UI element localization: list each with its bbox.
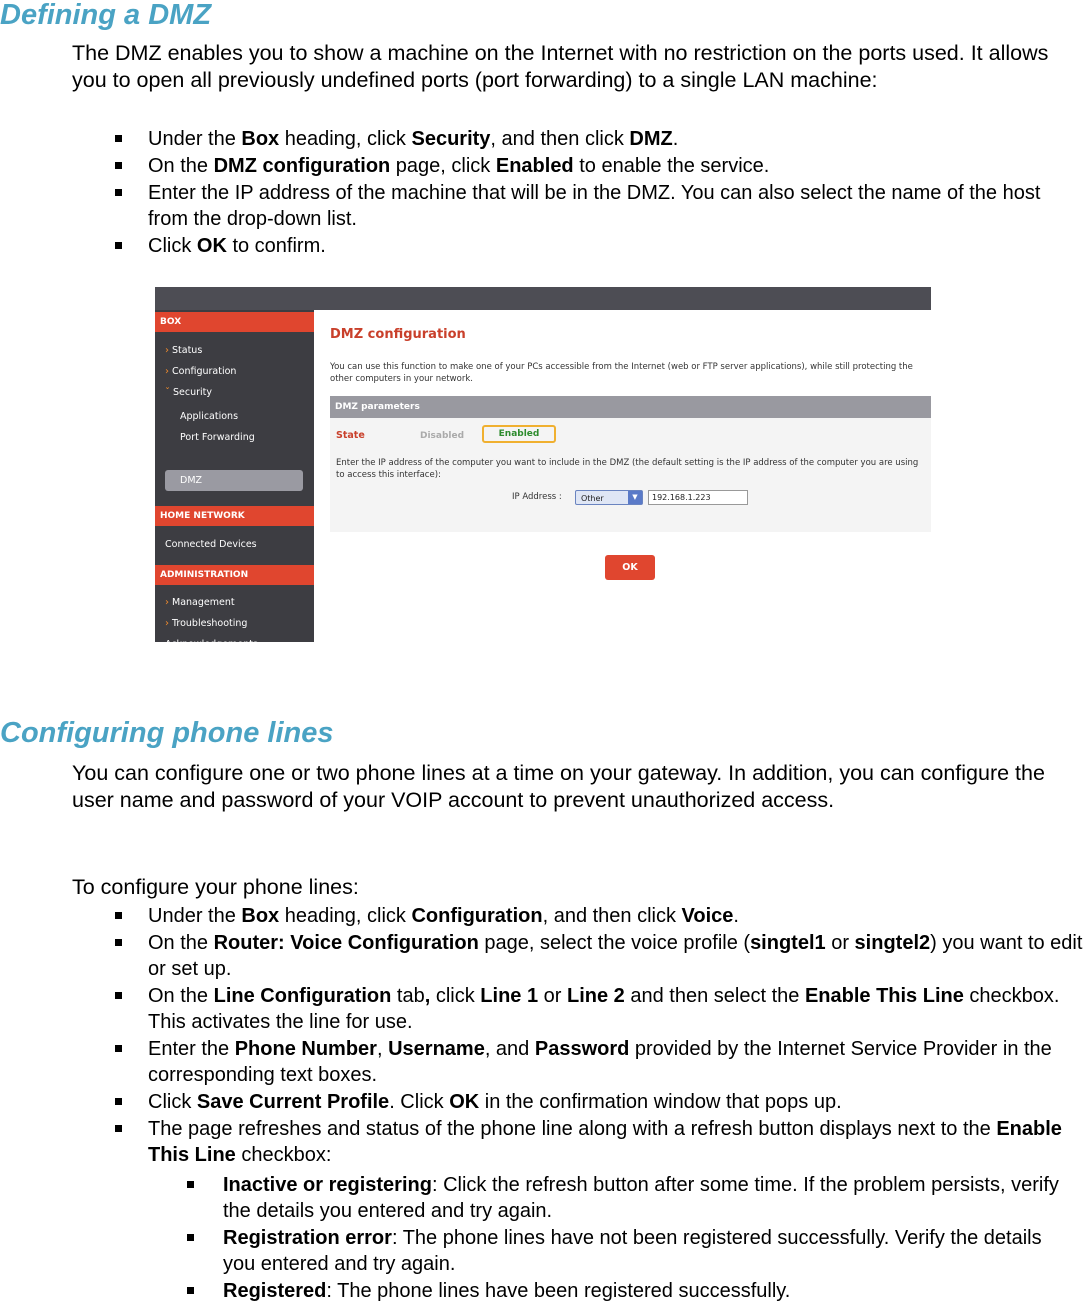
- disabled-option[interactable]: Disabled: [420, 431, 465, 441]
- dmz-screenshot: [155, 287, 931, 650]
- phone-lead: To configure your phone lines:: [72, 875, 359, 899]
- phone-steps: [148, 903, 1085, 1169]
- panel-header: DMZ parameters: [330, 396, 931, 418]
- list-item: Click Save Current Profile. Click OK in the confirmation window that pops up.: [148, 1089, 1085, 1115]
- sidebar-item-applications[interactable]: Applications: [180, 411, 239, 422]
- sidebar-item-troubleshooting[interactable]: › Troubleshooting: [165, 618, 248, 629]
- chevron-right-icon: ›: [165, 597, 169, 608]
- sidebar-item-status[interactable]: › Status: [165, 345, 203, 356]
- list-item: On the DMZ configuration page, click Enabled to enable the service.: [148, 153, 1085, 179]
- phone-heading: Configuring phone lines: [0, 717, 334, 749]
- ok-button[interactable]: OK: [605, 555, 655, 580]
- list-item: Enter the Phone Number, Username, and Password provided by the Internet Service Provider in the corresponding text boxes.: [148, 1036, 1085, 1088]
- list-item: Registered: The phone lines have been registered successfully.: [223, 1278, 1073, 1304]
- list-item: Under the Box heading, click Configuration, and then click Voice.: [148, 903, 1085, 929]
- host-select[interactable]: Other ▼: [575, 490, 643, 505]
- ip-address-label: IP Address :: [512, 492, 562, 502]
- sidebar-item-dmz[interactable]: DMZ: [165, 470, 303, 491]
- sidebar-header-home-network: HOME NETWORK: [155, 506, 314, 526]
- state-label: State: [336, 430, 365, 441]
- list-item: On the Line Configuration tab, click Line 1 or Line 2 and then select the Enable This Line checkbox. This activates the line for use.: [148, 983, 1085, 1035]
- router-top-bar: [155, 287, 931, 310]
- list-item: Under the Box heading, click Security, and then click DMZ.: [148, 126, 1085, 152]
- chevron-right-icon: ›: [165, 366, 169, 377]
- sidebar-header-box: BOX: [155, 312, 314, 332]
- list-item: The page refreshes and status of the phone line along with a refresh button displays next to the Enable This Line checkbox:: [148, 1116, 1085, 1168]
- phone-intro: You can configure one or two phone lines at a time on your gateway. In addition, you can configure the user name and password of your VOIP account to prevent unauthorized access.: [72, 761, 1045, 812]
- dmz-heading: Defining a DMZ: [0, 0, 212, 31]
- chevron-right-icon: ›: [165, 618, 169, 629]
- chevron-down-icon: ˇ: [165, 387, 170, 398]
- sidebar-item-configuration[interactable]: › Configuration: [165, 366, 237, 377]
- sidebar-item-port-forwarding[interactable]: Port Forwarding: [180, 432, 255, 443]
- list-item: On the Router: Voice Configuration page, select the voice profile (singtel1 or singtel2) you want to edit or set up.: [148, 930, 1085, 982]
- dmz-intro: The DMZ enables you to show a machine on the Internet with no restriction on the ports used. It allows you to open all previously undefined ports (port forwarding) to a single LAN machine:: [72, 41, 1049, 92]
- page-title: DMZ configuration: [330, 327, 466, 342]
- enabled-option[interactable]: Enabled: [482, 425, 556, 443]
- ip-instruction: Enter the IP address of the computer you want to include in the DMZ (the default setting is the IP address of the computer you are using to access this interface):: [336, 458, 919, 480]
- sidebar-header-administration: ADMINISTRATION: [155, 565, 314, 585]
- sidebar-item-acknowledgements[interactable]: Acknowledgements: [165, 639, 258, 650]
- chevron-down-icon: ▼: [628, 491, 642, 504]
- status-list: [223, 1172, 1073, 1305]
- list-item: Inactive or registering: Click the refresh button after some time. If the problem persists, verify the details you entered and try again.: [223, 1172, 1073, 1224]
- sidebar-item-security[interactable]: ˇ Security: [165, 387, 213, 398]
- dmz-parameters-panel: [330, 396, 931, 532]
- sidebar-item-management[interactable]: › Management: [165, 597, 235, 608]
- list-item: Click OK to confirm.: [148, 233, 1085, 259]
- chevron-right-icon: ›: [165, 345, 169, 356]
- page-description: You can use this function to make one of your PCs accessible from the Internet (web or FTP server applications), while still protecting the other computers in your network.: [330, 362, 913, 384]
- list-item: Enter the IP address of the machine that will be in the DMZ. You can also select the name of the host from the drop-down list.: [148, 180, 1085, 232]
- sidebar-item-connected-devices[interactable]: Connected Devices: [165, 539, 257, 550]
- dmz-steps: [148, 126, 1085, 260]
- list-item: Registration error: The phone lines have not been registered successfully. Verify the details you entered and try again.: [223, 1225, 1073, 1277]
- router-sidebar: [155, 310, 314, 650]
- ip-address-input[interactable]: 192.168.1.223: [648, 490, 748, 505]
